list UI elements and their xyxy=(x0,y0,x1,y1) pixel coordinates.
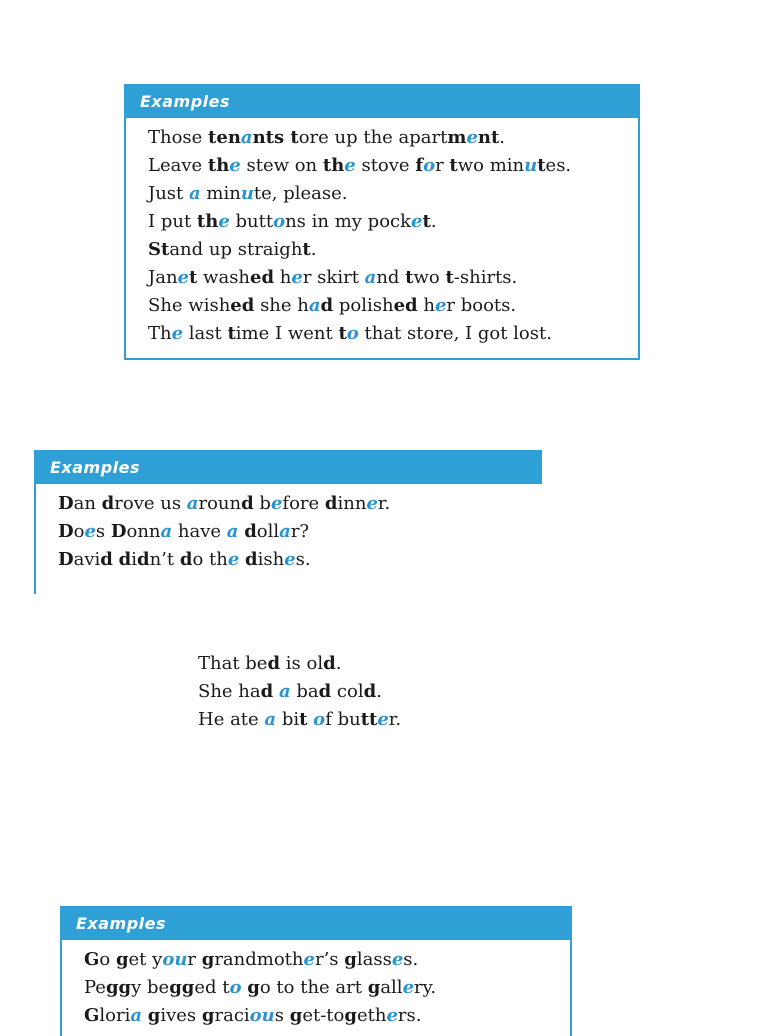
sentence-segment: e xyxy=(391,949,404,970)
sentence-segment: ore up the apart xyxy=(298,127,448,148)
sentence-segment: e xyxy=(434,295,447,316)
sentence-segment: o xyxy=(229,977,242,998)
sentence-segment: rove us xyxy=(114,493,187,514)
sentence-segment: s xyxy=(274,1005,290,1026)
sentence-segment: She ha xyxy=(198,681,261,702)
sentence-segment: g xyxy=(201,949,215,970)
sentence-segment: es. xyxy=(545,155,572,176)
sentence-segment: . xyxy=(499,127,506,148)
sentence-segment: Pe xyxy=(84,977,106,998)
sentence-segment: onn xyxy=(126,521,161,542)
sentence-segment: a xyxy=(364,267,377,288)
plain-sentences xyxy=(198,650,401,734)
example-sentence xyxy=(84,974,570,1002)
sentence-segment: o to the art xyxy=(259,977,368,998)
sentence-segment: wo min xyxy=(457,155,525,176)
example-sentence xyxy=(58,518,542,546)
sentence-segment: raci xyxy=(214,1005,250,1026)
sentence-segment: g xyxy=(147,1005,161,1026)
sentence-segment: t xyxy=(449,155,458,176)
sentence-segment: o xyxy=(423,155,436,176)
sentence-segment: t xyxy=(422,211,431,232)
sentence-segment: last xyxy=(183,323,228,344)
sentence-segment: ten xyxy=(208,127,241,148)
example-sentence xyxy=(198,678,401,706)
example-sentence xyxy=(58,546,542,574)
sentence-segment: e xyxy=(466,127,478,148)
sentence-segment: s. xyxy=(403,949,419,970)
sentence-segment: stove xyxy=(355,155,416,176)
sentence-segment: avi xyxy=(73,549,101,570)
sentence-segment: is ol xyxy=(280,653,324,674)
sentence-segment: d xyxy=(245,549,258,570)
example-sentence xyxy=(148,180,638,208)
sentence-segment: t xyxy=(299,709,308,730)
sentence-segment: randmoth xyxy=(214,949,304,970)
sentence-segment: have xyxy=(172,521,227,542)
sentence-segment: G xyxy=(84,949,100,970)
sentence-segment: g xyxy=(344,1005,357,1026)
sentence-segment: h xyxy=(417,295,435,316)
sentence-segment: r xyxy=(187,949,202,970)
sentence-segment: et y xyxy=(128,949,163,970)
sentence-segment: r boots. xyxy=(446,295,517,316)
sentence-segment: ns in my pock xyxy=(285,211,412,232)
sentence-segment: -shirts. xyxy=(453,267,518,288)
example-sentence xyxy=(198,706,401,734)
examples-box-1 xyxy=(124,84,640,360)
sentence-segment: e xyxy=(177,267,189,288)
sentence-segment: that store, I got lost. xyxy=(358,323,552,344)
sentence-segment: e xyxy=(229,155,241,176)
sentence-segment: r’s xyxy=(314,949,345,970)
sentence-segment: rs. xyxy=(397,1005,422,1026)
sentence-segment: all xyxy=(380,977,403,998)
sentence-segment: i xyxy=(131,549,137,570)
example-sentence xyxy=(84,1002,570,1030)
sentence-segment: th xyxy=(196,211,219,232)
sentence-segment: d xyxy=(318,681,332,702)
sentence-segment: nt xyxy=(477,127,500,148)
sentence-segment: a xyxy=(308,295,321,316)
sentence-segment: g xyxy=(289,1005,303,1026)
sentence-segment: d xyxy=(100,549,113,570)
sentence-segment: D xyxy=(110,521,127,542)
sentence-segment: wash xyxy=(197,267,251,288)
sentence-segment: she h xyxy=(254,295,309,316)
sentence-segment: ry. xyxy=(414,977,437,998)
sentence-segment: u xyxy=(524,155,538,176)
sentence-segment: th xyxy=(322,155,345,176)
sentence-segment: polish xyxy=(333,295,394,316)
sentence-segment: d xyxy=(136,549,150,570)
sentence-segment: e xyxy=(411,211,423,232)
sentence-segment: f xyxy=(415,155,424,176)
sentence-segment: e xyxy=(270,493,283,514)
sentence-segment: roun xyxy=(198,493,242,514)
sentence-segment: t xyxy=(338,323,347,344)
sentence-segment: e xyxy=(84,521,96,542)
sentence-segment: . xyxy=(376,681,382,702)
sentence-segment: ed xyxy=(230,295,255,316)
sentence-segment: . xyxy=(335,653,342,674)
sentence-segment: ou xyxy=(249,1005,275,1026)
examples-header-2: Examples xyxy=(36,452,542,484)
sentence-segment: u xyxy=(240,183,254,204)
sentence-segment: nd xyxy=(376,267,406,288)
sentence-segment: t xyxy=(302,239,311,260)
sentence-segment: d xyxy=(260,681,274,702)
examples-list-1 xyxy=(126,118,638,348)
sentence-segment: ed xyxy=(250,267,275,288)
sentence-segment: ives xyxy=(160,1005,202,1026)
sentence-segment: d xyxy=(244,521,257,542)
sentence-segment: G xyxy=(84,1005,100,1026)
sentence-segment: y be xyxy=(131,977,170,998)
sentence-segment: a xyxy=(130,1005,143,1026)
sentence-segment: d xyxy=(101,493,115,514)
sentence-segment: oll xyxy=(256,521,280,542)
sentence-segment: r. xyxy=(377,493,391,514)
sentence-segment: b xyxy=(253,493,271,514)
sentence-segment: g xyxy=(367,977,381,998)
sentence-segment: min xyxy=(200,183,241,204)
sentence-segment: nts t xyxy=(252,127,299,148)
sentence-segment: t xyxy=(227,323,236,344)
sentence-segment: r. xyxy=(388,709,402,730)
sentence-segment: a xyxy=(186,493,199,514)
sentence-segment: r xyxy=(435,155,450,176)
sentence-segment: a xyxy=(240,127,253,148)
sentence-segment: ed t xyxy=(194,977,230,998)
sentence-segment: t xyxy=(537,155,546,176)
sentence-segment: g xyxy=(344,949,357,970)
sentence-segment: He ate xyxy=(198,709,265,730)
sentence-segment: . xyxy=(310,239,317,260)
sentence-segment: e xyxy=(291,267,303,288)
sentence-segment: t xyxy=(189,267,198,288)
sentence-segment: d xyxy=(363,681,377,702)
sentence-segment: e xyxy=(377,709,389,730)
sentence-segment: a xyxy=(226,521,239,542)
examples-list-3 xyxy=(62,940,570,1030)
example-sentence xyxy=(84,946,570,974)
sentence-segment: and up straigh xyxy=(169,239,303,260)
sentence-segment: o xyxy=(273,211,286,232)
sentence-segment: an xyxy=(73,493,102,514)
sentence-segment: Just xyxy=(148,183,190,204)
sentence-segment: a xyxy=(189,183,201,204)
sentence-segment: t xyxy=(405,267,414,288)
sentence-segment: f bu xyxy=(325,709,361,730)
sentence-segment: d xyxy=(267,653,281,674)
sentence-segment: th xyxy=(207,155,230,176)
sentence-segment: g xyxy=(115,949,129,970)
sentence-segment: d xyxy=(179,549,193,570)
sentence-segment: D xyxy=(58,549,74,570)
sentence-segment: d xyxy=(320,295,334,316)
example-sentence xyxy=(148,208,638,236)
sentence-segment: n’t xyxy=(149,549,180,570)
sentence-segment: tt xyxy=(360,709,378,730)
plain-list xyxy=(198,650,401,734)
sentence-segment: fore xyxy=(282,493,325,514)
sentence-segment: d xyxy=(323,653,336,674)
sentence-segment: wo xyxy=(413,267,446,288)
sentence-segment: e xyxy=(303,949,315,970)
sentence-segment: . xyxy=(430,211,437,232)
sentence-segment: lori xyxy=(99,1005,131,1026)
sentence-segment: I put xyxy=(148,211,197,232)
sentence-segment: gg xyxy=(105,977,132,998)
example-sentence xyxy=(148,236,638,264)
sentence-segment: stew on xyxy=(240,155,323,176)
sentence-segment: e xyxy=(344,155,356,176)
sentence-segment: o xyxy=(346,323,359,344)
sentence-segment: d xyxy=(241,493,254,514)
sentence-segment: t xyxy=(445,267,454,288)
sentence-segment: That be xyxy=(198,653,268,674)
sentence-segment: e xyxy=(227,549,240,570)
sentence-segment: a xyxy=(264,709,277,730)
sentence-segment: d xyxy=(118,549,132,570)
sentence-segment: s xyxy=(95,521,111,542)
sentence-segment: r? xyxy=(290,521,310,542)
sentence-segment: D xyxy=(58,493,74,514)
sentence-segment: inn xyxy=(337,493,367,514)
examples-box-2 xyxy=(34,450,542,594)
examples-list-2 xyxy=(36,484,542,574)
sentence-segment: eth xyxy=(356,1005,387,1026)
sentence-segment: h xyxy=(274,267,292,288)
sentence-segment: Jan xyxy=(148,267,178,288)
sentence-segment: o xyxy=(313,709,326,730)
examples-box-3 xyxy=(60,906,572,1036)
sentence-segment: o th xyxy=(192,549,228,570)
sentence-segment: m xyxy=(447,127,467,148)
sentence-segment: ish xyxy=(257,549,285,570)
sentence-segment: Leave xyxy=(148,155,208,176)
sentence-segment: d xyxy=(324,493,338,514)
sentence-segment: butt xyxy=(229,211,274,232)
sentence-segment: ba xyxy=(290,681,319,702)
sentence-segment: Th xyxy=(148,323,172,344)
sentence-segment: o xyxy=(73,521,85,542)
sentence-segment: col xyxy=(331,681,364,702)
example-sentence xyxy=(148,292,638,320)
example-sentence xyxy=(148,152,638,180)
sentence-segment: r skirt xyxy=(302,267,365,288)
sentence-segment: Those xyxy=(148,127,209,148)
sentence-segment: s. xyxy=(295,549,311,570)
sentence-segment: D xyxy=(58,521,74,542)
sentence-segment: te, please. xyxy=(253,183,348,204)
sentence-segment: ed xyxy=(393,295,418,316)
sentence-segment: e xyxy=(218,211,230,232)
sentence-segment: e xyxy=(386,1005,398,1026)
sentence-segment: ime I went xyxy=(235,323,339,344)
sentence-segment: e xyxy=(171,323,184,344)
example-sentence xyxy=(148,320,638,348)
sentence-segment: e xyxy=(402,977,415,998)
sentence-segment: a xyxy=(278,681,291,702)
sentence-segment: St xyxy=(148,239,170,260)
sentence-segment: a xyxy=(279,521,291,542)
sentence-segment: lass xyxy=(356,949,392,970)
sentence-segment: et-to xyxy=(302,1005,345,1026)
sentence-segment: e xyxy=(284,549,296,570)
example-sentence xyxy=(198,650,401,678)
sentence-segment: g xyxy=(201,1005,215,1026)
examples-header-1: Examples xyxy=(126,86,638,118)
example-sentence xyxy=(148,124,638,152)
sentence-segment: gg xyxy=(169,977,195,998)
sentence-segment: bi xyxy=(276,709,300,730)
example-sentence xyxy=(58,490,542,518)
sentence-segment: g xyxy=(247,977,260,998)
sentence-segment: ou xyxy=(162,949,188,970)
sentence-segment: She wish xyxy=(148,295,231,316)
example-sentence xyxy=(148,264,638,292)
examples-header-3: Examples xyxy=(62,908,570,940)
sentence-segment: a xyxy=(160,521,173,542)
sentence-segment: e xyxy=(366,493,378,514)
sentence-segment: o xyxy=(99,949,116,970)
